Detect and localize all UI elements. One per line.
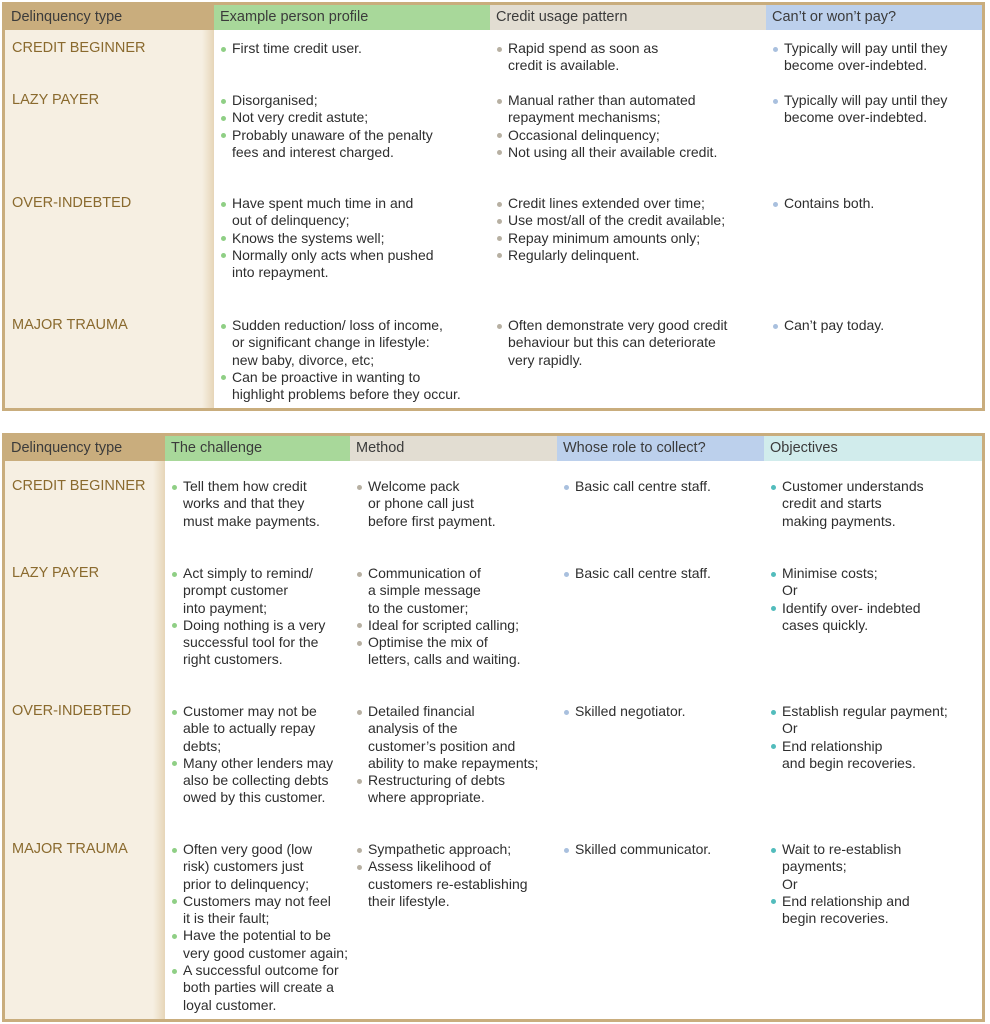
bullet-item: End relationship and begin recoveries. xyxy=(770,738,948,773)
bullet-item: Rapid spend as soon as credit is available. xyxy=(496,40,658,75)
usage-cell xyxy=(496,40,658,75)
method-cell xyxy=(356,703,538,807)
pay-cell xyxy=(772,317,884,334)
type-column-shade xyxy=(5,461,165,1019)
bullet-item: Not very credit astute; xyxy=(220,109,433,126)
role-cell xyxy=(563,565,711,582)
bullet-item: Typically will pay until they become over-indebted. xyxy=(772,92,947,127)
objectives-cell xyxy=(770,565,921,634)
bullet-item: Contains both. xyxy=(772,195,874,212)
bullet-item: Identify over- indebted cases quickly. xyxy=(770,600,921,635)
header-the-challenge: The challenge xyxy=(165,436,350,461)
bullet-item: Restructuring of debts where appropriate. xyxy=(356,772,538,807)
delinquency-type-label: CREDIT BEGINNER xyxy=(12,478,146,494)
bullet-item: Or xyxy=(782,720,798,737)
type-column-shade xyxy=(5,30,214,408)
bullet-item: Can’t pay today. xyxy=(772,317,884,334)
challenge-cell xyxy=(171,841,348,1014)
role-cell xyxy=(563,841,711,858)
bullet-item: Use most/all of the credit available; xyxy=(496,212,725,229)
delinquency-type-label: LAZY PAYER xyxy=(12,92,100,108)
bullet-item: Establish regular payment; xyxy=(770,703,948,720)
delinquency-type-label: CREDIT BEGINNER xyxy=(12,40,146,56)
header-method: Method xyxy=(350,436,557,461)
header-delinquency-type: Delinquency type xyxy=(5,5,214,30)
profile-cell xyxy=(220,317,461,403)
challenge-cell xyxy=(171,565,325,669)
bullet-item: Often demonstrate very good credit behaviour but this can deteriorate very rapidly. xyxy=(496,317,727,369)
header-credit-usage-pattern: Credit usage pattern xyxy=(490,5,766,30)
bullet-item: Many other lenders may also be collecting debts owed by this customer. xyxy=(171,755,333,807)
delinquency-type-label: MAJOR TRAUMA xyxy=(12,317,128,333)
header-cant-or-wont-pay: Can’t or won’t pay? xyxy=(766,5,982,30)
usage-cell xyxy=(496,195,725,264)
bullet-item: First time credit user. xyxy=(220,40,362,57)
bullet-item: Manual rather than automated repayment mechanisms; xyxy=(496,92,717,127)
role-cell xyxy=(563,478,711,495)
bullet-item: Typically will pay until they become over-indebted. xyxy=(772,40,947,75)
header-whose-role-to-collect: Whose role to collect? xyxy=(557,436,764,461)
bullet-item: Communication of a simple message to the customer; xyxy=(356,565,521,617)
delinquency-type-label: OVER-INDEBTED xyxy=(12,195,132,211)
bullet-item: Doing nothing is a very successful tool for the right customers. xyxy=(171,617,325,669)
bullet-item: Optimise the mix of letters, calls and waiting. xyxy=(356,634,521,669)
objectives-cell xyxy=(770,841,910,927)
bullet-item: Basic call centre staff. xyxy=(563,565,711,582)
bullet-item: Have spent much time in and out of delinquency; xyxy=(220,195,434,230)
bullet-item: Skilled communicator. xyxy=(563,841,711,858)
bullet-item: Probably unaware of the penalty fees and interest charged. xyxy=(220,127,433,162)
collection-strategy-table xyxy=(2,433,985,1022)
bullet-item: Occasional delinquency; xyxy=(496,127,717,144)
delinquency-type-label: OVER-INDEBTED xyxy=(12,703,132,719)
header-objectives: Objectives xyxy=(764,436,982,461)
usage-cell xyxy=(496,92,717,161)
bullet-item: Sudden reduction/ loss of income, or significant change in lifestyle: new baby, divorce, etc; xyxy=(220,317,461,369)
bullet-item: Basic call centre staff. xyxy=(563,478,711,495)
bullet-item: A successful outcome for both parties will create a loyal customer. xyxy=(171,962,348,1014)
method-cell xyxy=(356,841,528,910)
bullet-item: Customer understands credit and starts making payments. xyxy=(770,478,924,530)
delinquency-type-label: MAJOR TRAUMA xyxy=(12,841,128,857)
bullet-item: Regularly delinquent. xyxy=(496,247,725,264)
bullet-item: Customers may not feel it is their fault; xyxy=(171,893,348,928)
bullet-item: Have the potential to be very good customer again; xyxy=(171,927,348,962)
bullet-item: Ideal for scripted calling; xyxy=(356,617,521,634)
objectives-cell xyxy=(770,703,948,772)
bullet-item: Can be proactive in wanting to highlight problems before they occur. xyxy=(220,369,461,404)
table-header xyxy=(5,436,982,461)
challenge-cell xyxy=(171,478,320,530)
bullet-item: Knows the systems well; xyxy=(220,230,434,247)
bullet-item: Welcome pack or phone call just before first payment. xyxy=(356,478,496,530)
delinquency-type-label: LAZY PAYER xyxy=(12,565,100,581)
role-cell xyxy=(563,703,686,720)
bullet-item: Minimise costs; xyxy=(770,565,921,582)
bullet-item: Often very good (low risk) customers just prior to delinquency; xyxy=(171,841,348,893)
bullet-item: Act simply to remind/ prompt customer into payment; xyxy=(171,565,325,617)
method-cell xyxy=(356,565,521,669)
profile-cell xyxy=(220,195,434,281)
bullet-item: Assess likelihood of customers re-establishing their lifestyle. xyxy=(356,858,528,910)
delinquency-profile-table xyxy=(2,2,985,411)
bullet-item: Disorganised; xyxy=(220,92,433,109)
bullet-item: Credit lines extended over time; xyxy=(496,195,725,212)
bullet-item: Customer may not be able to actually repay debts; xyxy=(171,703,333,755)
header-delinquency-type: Delinquency type xyxy=(5,436,165,461)
bullet-item: Skilled negotiator. xyxy=(563,703,686,720)
pay-cell xyxy=(772,40,947,75)
table-body xyxy=(5,461,982,1019)
usage-cell xyxy=(496,317,727,369)
bullet-item: Sympathetic approach; xyxy=(356,841,528,858)
header-example-person-profile: Example person profile xyxy=(214,5,490,30)
bullet-item: Normally only acts when pushed into repayment. xyxy=(220,247,434,282)
profile-cell xyxy=(220,40,362,57)
profile-cell xyxy=(220,92,433,161)
bullet-item: Tell them how credit works and that they must make payments. xyxy=(171,478,320,530)
bullet-item: Not using all their available credit. xyxy=(496,144,717,161)
bullet-item: Wait to re-establish payments; xyxy=(770,841,910,876)
challenge-cell xyxy=(171,703,333,807)
table-header xyxy=(5,5,982,30)
bullet-item: Detailed financial analysis of the customer’s position and ability to make repayments; xyxy=(356,703,538,772)
method-cell xyxy=(356,478,496,530)
bullet-item: Repay minimum amounts only; xyxy=(496,230,725,247)
pay-cell xyxy=(772,92,947,127)
bullet-item: End relationship and begin recoveries. xyxy=(770,893,910,928)
bullet-item: Or xyxy=(782,582,798,599)
objectives-cell xyxy=(770,478,924,530)
table-body xyxy=(5,30,982,408)
pay-cell xyxy=(772,195,874,212)
bullet-item: Or xyxy=(782,875,798,892)
